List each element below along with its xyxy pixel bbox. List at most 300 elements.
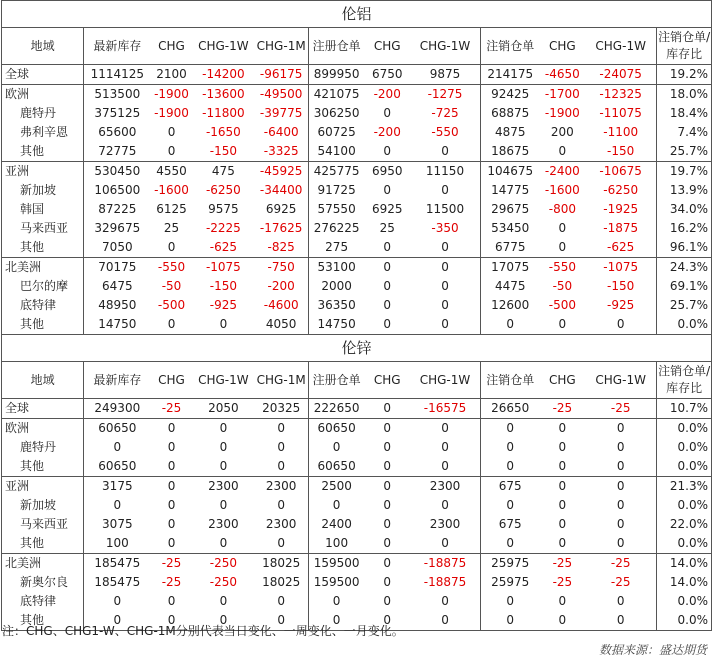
value-cell: -1700 <box>544 87 580 101</box>
lme-warehouse-stock-table <box>1 0 712 631</box>
value-cell: 0 <box>480 592 540 611</box>
value-cell: 0 <box>616 421 625 435</box>
value-cell: 6925 <box>265 202 297 216</box>
value-cell: 0 <box>150 457 192 477</box>
value-cell: -4600 <box>263 298 299 312</box>
value-cell: 6775 <box>480 238 540 258</box>
table-row <box>2 496 712 515</box>
value-cell: 0 <box>193 611 255 631</box>
aluminum-section-title-row <box>2 1 712 28</box>
value-cell: 54100 <box>309 142 364 162</box>
value-cell: 6750 <box>364 65 410 85</box>
region-cell: 弗利辛恩 <box>2 123 84 142</box>
value-cell: 0 <box>410 457 480 477</box>
value-cell: 0 <box>558 421 567 435</box>
value-cell: 0 <box>585 611 657 631</box>
region-cell: 北美洲 <box>2 258 84 278</box>
column-header: CHG-1W <box>193 362 255 399</box>
value-cell: 0.0% <box>657 534 712 554</box>
value-cell: 60650 <box>309 457 364 477</box>
value-cell: 0 <box>364 142 410 162</box>
value-cell: 0 <box>364 534 410 554</box>
value-cell: 0.0% <box>657 419 712 439</box>
value-cell: 530450 <box>84 162 151 182</box>
value-cell: -25 <box>552 575 573 589</box>
value-cell: 0 <box>193 315 255 335</box>
value-cell: 0 <box>616 440 625 454</box>
value-cell: 34.0% <box>657 200 712 219</box>
region-cell: 底特律 <box>2 592 84 611</box>
column-header: CHG-1W <box>585 28 657 65</box>
value-cell: -18875 <box>423 556 467 570</box>
table-row <box>2 238 712 258</box>
value-cell: 675 <box>480 515 540 534</box>
value-cell: 2000 <box>309 277 364 296</box>
value-cell: -11075 <box>599 106 642 120</box>
value-cell: 0.0% <box>657 315 712 335</box>
region-cell: 底特律 <box>2 296 84 315</box>
value-cell: 6950 <box>371 164 403 178</box>
value-cell: 48950 <box>84 296 151 315</box>
value-cell: -1650 <box>205 125 241 139</box>
value-cell: -150 <box>607 279 635 293</box>
value-cell: 14775 <box>480 181 540 200</box>
value-cell: 2300 <box>429 479 461 493</box>
value-cell: 0 <box>309 611 364 631</box>
value-cell: -1275 <box>427 87 463 101</box>
value-cell: 0 <box>84 496 151 515</box>
value-cell: 0 <box>540 534 585 554</box>
value-cell: 21.3% <box>657 477 712 497</box>
column-header: CHG-1W <box>193 28 255 65</box>
value-cell: 0 <box>193 534 255 554</box>
value-cell: 2500 <box>309 477 364 497</box>
value-cell: 0 <box>167 498 176 512</box>
value-cell: 275 <box>309 238 364 258</box>
value-cell: 513500 <box>84 85 151 105</box>
value-cell: 329675 <box>84 219 151 238</box>
value-cell: 0 <box>540 611 585 631</box>
value-cell: 899950 <box>309 65 364 85</box>
value-cell: -200 <box>373 125 401 139</box>
value-cell: 0 <box>480 496 540 515</box>
value-cell: 0 <box>219 421 228 435</box>
value-cell: 25 <box>163 221 180 235</box>
value-cell: 0 <box>616 594 625 608</box>
value-cell: 0 <box>540 142 585 162</box>
region-cell: 鹿特丹 <box>2 438 84 457</box>
value-cell: -625 <box>585 238 657 258</box>
value-cell: -625 <box>193 238 255 258</box>
value-cell: -11800 <box>202 106 245 120</box>
value-cell: 249300 <box>84 399 151 419</box>
column-header: 最新库存 <box>84 362 151 399</box>
value-cell: -1900 <box>154 106 189 120</box>
value-cell: 60650 <box>84 419 151 439</box>
value-cell: 19.2% <box>657 65 712 85</box>
zinc-header-row <box>2 362 712 399</box>
value-cell: 0 <box>383 106 392 120</box>
region-cell: 亚洲 <box>2 162 84 182</box>
table-row <box>2 104 712 123</box>
value-cell: 3075 <box>84 515 151 534</box>
value-cell: 0 <box>616 479 625 493</box>
value-cell: -3325 <box>254 142 308 162</box>
value-cell: 0 <box>410 534 480 554</box>
region-cell: 马来西亚 <box>2 219 84 238</box>
value-cell: 0 <box>309 496 364 515</box>
value-cell: -1100 <box>603 125 639 139</box>
value-cell: 53450 <box>480 219 540 238</box>
table-row <box>2 200 712 219</box>
value-cell: -550 <box>157 260 186 274</box>
value-cell: -150 <box>585 142 657 162</box>
column-header: CHG-1M <box>254 362 308 399</box>
value-cell: -96175 <box>254 65 308 85</box>
table-row <box>2 219 712 238</box>
value-cell: -13600 <box>202 87 245 101</box>
value-cell: 65600 <box>84 123 151 142</box>
value-cell: 0 <box>84 611 151 631</box>
value-cell: 0 <box>558 479 567 493</box>
value-cell: 25.7% <box>657 142 712 162</box>
value-cell: 0 <box>383 479 392 493</box>
table-row <box>2 573 712 592</box>
column-header: 注销仓单 <box>480 362 540 399</box>
value-cell: 425775 <box>309 162 364 182</box>
value-cell: 0 <box>558 594 567 608</box>
value-cell: -200 <box>373 87 401 101</box>
table-row <box>2 457 712 477</box>
value-cell: 14.0% <box>657 573 712 592</box>
value-cell: 0 <box>383 517 392 531</box>
value-cell: -750 <box>267 260 295 274</box>
value-cell: -1600 <box>154 183 189 197</box>
value-cell: -1075 <box>205 260 241 274</box>
value-cell: 9575 <box>208 202 239 216</box>
region-cell: 其他 <box>2 457 84 477</box>
value-cell: 0 <box>480 315 540 335</box>
value-cell: 7.4% <box>657 123 712 142</box>
value-cell: 87225 <box>84 200 151 219</box>
value-cell: 22.0% <box>657 515 712 534</box>
value-cell: -25 <box>540 399 585 419</box>
value-cell: 0 <box>540 457 585 477</box>
value-cell: -10675 <box>599 164 642 178</box>
value-cell: -350 <box>431 221 459 235</box>
value-cell: -50 <box>552 279 573 293</box>
table-row <box>2 296 712 315</box>
value-cell: 14.0% <box>657 554 712 574</box>
value-cell: 159500 <box>309 573 364 592</box>
aluminum-header-row <box>2 28 712 65</box>
value-cell: 0 <box>441 440 449 454</box>
value-cell: -725 <box>431 106 459 120</box>
value-cell: 0 <box>150 534 192 554</box>
value-cell: 29675 <box>480 200 540 219</box>
value-cell: -18875 <box>423 575 467 589</box>
value-cell: 0.0% <box>657 438 712 457</box>
value-cell: 0 <box>558 517 567 531</box>
column-header: CHG <box>364 28 410 65</box>
region-cell: 欧洲 <box>2 419 84 439</box>
column-header: CHG-1W <box>410 362 480 399</box>
value-cell: 0 <box>167 594 176 608</box>
column-header: 注销仓单/库存比 <box>657 362 712 399</box>
value-cell: 0 <box>410 315 480 335</box>
region-cell: 马来西亚 <box>2 515 84 534</box>
value-cell: 0.0% <box>657 592 712 611</box>
value-cell: 9875 <box>410 65 480 85</box>
value-cell: 0 <box>480 438 540 457</box>
value-cell: 2300 <box>265 479 297 493</box>
value-cell: 0 <box>364 457 410 477</box>
data-source: 数据来源：盛达期货 <box>598 643 707 657</box>
region-cell: 其他 <box>2 534 84 554</box>
value-cell: -39775 <box>259 106 303 120</box>
value-cell: -1600 <box>544 183 580 197</box>
value-cell: 18025 <box>262 575 301 589</box>
value-cell: 10.7% <box>657 399 712 419</box>
value-cell: 0 <box>150 315 192 335</box>
table-row <box>2 438 712 457</box>
value-cell: 0 <box>219 440 228 454</box>
value-cell: 4550 <box>156 164 187 178</box>
value-cell: 375125 <box>84 104 151 123</box>
value-cell: 0 <box>150 142 192 162</box>
value-cell: 0 <box>480 534 540 554</box>
value-cell: 70175 <box>84 258 151 278</box>
value-cell: 36350 <box>309 296 364 315</box>
value-cell: 0 <box>383 183 392 197</box>
region-cell: 其他 <box>2 238 84 258</box>
value-cell: 0 <box>364 399 410 419</box>
value-cell: 53100 <box>309 258 364 278</box>
table-row <box>2 477 712 497</box>
value-cell: 0 <box>480 419 540 439</box>
value-cell: 421075 <box>309 85 364 105</box>
value-cell: 0 <box>558 221 567 235</box>
value-cell: -4650 <box>540 65 585 85</box>
value-cell: 675 <box>480 477 540 497</box>
value-cell: 14750 <box>309 315 364 335</box>
value-cell: 0 <box>277 421 285 435</box>
value-cell: 72775 <box>84 142 151 162</box>
value-cell: 0.0% <box>657 496 712 515</box>
value-cell: 11500 <box>425 202 465 216</box>
table-row <box>2 315 712 335</box>
value-cell: 104675 <box>480 162 540 182</box>
value-cell: -25 <box>585 399 657 419</box>
table-row <box>2 592 712 611</box>
value-cell: 0 <box>167 517 176 531</box>
value-cell: 2400 <box>309 515 364 534</box>
value-cell: -250 <box>209 556 237 570</box>
value-cell: 0 <box>540 315 585 335</box>
value-cell: 24.3% <box>657 258 712 278</box>
value-cell: 0 <box>84 592 151 611</box>
region-cell: 鹿特丹 <box>2 104 84 123</box>
value-cell: 0 <box>277 594 285 608</box>
table-row <box>2 515 712 534</box>
value-cell: 106500 <box>84 181 151 200</box>
column-header: CHG <box>540 362 585 399</box>
region-cell: 巴尔的摩 <box>2 277 84 296</box>
value-cell: -1075 <box>603 260 639 274</box>
value-cell: 6925 <box>371 202 403 216</box>
value-cell: 0 <box>84 438 151 457</box>
value-cell: 18.4% <box>657 104 712 123</box>
table-row <box>2 142 712 162</box>
value-cell: 0 <box>254 457 308 477</box>
value-cell: -550 <box>431 125 459 139</box>
value-cell: 12600 <box>480 296 540 315</box>
value-cell: -1900 <box>544 106 580 120</box>
value-cell: 159500 <box>309 554 364 574</box>
value-cell: 200 <box>550 125 574 139</box>
value-cell: -45925 <box>259 164 303 178</box>
value-cell: 0 <box>150 611 192 631</box>
value-cell: -550 <box>548 260 576 274</box>
value-cell: 3175 <box>84 477 151 497</box>
value-cell: -2400 <box>544 164 580 178</box>
value-cell: 0 <box>167 440 176 454</box>
value-cell: 25 <box>379 221 395 235</box>
table-row <box>2 554 712 574</box>
value-cell: -24075 <box>585 65 657 85</box>
region-cell: 新加坡 <box>2 181 84 200</box>
value-cell: 222650 <box>309 399 364 419</box>
value-cell: -925 <box>209 298 237 312</box>
column-header: CHG <box>150 362 192 399</box>
value-cell: 4475 <box>480 277 540 296</box>
value-cell: 18.0% <box>657 85 712 105</box>
value-cell: 0 <box>540 238 585 258</box>
zinc-section-title: 伦锌 <box>2 335 712 362</box>
table-row <box>2 181 712 200</box>
value-cell: 0 <box>441 594 449 608</box>
value-cell: 14750 <box>84 315 151 335</box>
table-row <box>2 399 712 419</box>
value-cell: -500 <box>548 298 576 312</box>
value-cell: 0 <box>585 534 657 554</box>
value-cell: 0 <box>410 142 480 162</box>
region-cell: 亚洲 <box>2 477 84 497</box>
value-cell: 25975 <box>480 554 540 574</box>
value-cell: -2225 <box>205 221 241 235</box>
table-row <box>2 258 712 278</box>
value-cell: 214175 <box>480 65 540 85</box>
value-cell: 0.0% <box>657 611 712 631</box>
value-cell: 18025 <box>262 556 301 570</box>
value-cell: -150 <box>193 142 255 162</box>
value-cell: 60650 <box>84 457 151 477</box>
value-cell: 0 <box>616 498 625 512</box>
table-row <box>2 277 712 296</box>
value-cell: 0 <box>585 315 657 335</box>
value-cell: 0 <box>254 534 308 554</box>
column-header: CHG <box>364 362 410 399</box>
region-cell: 新奥尔良 <box>2 573 84 592</box>
value-cell: -14200 <box>193 65 255 85</box>
value-cell: 0 <box>410 238 480 258</box>
region-cell: 欧洲 <box>2 85 84 105</box>
value-cell: -6250 <box>205 183 241 197</box>
value-cell: 0 <box>364 611 410 631</box>
column-header: 地域 <box>2 362 84 399</box>
column-header: 注销仓单 <box>480 28 540 65</box>
region-cell: 全球 <box>2 65 84 85</box>
value-cell: 4875 <box>480 123 540 142</box>
value-cell: 0 <box>585 457 657 477</box>
value-cell: 0 <box>558 440 567 454</box>
value-cell: 0 <box>616 517 625 531</box>
value-cell: 306250 <box>309 104 364 123</box>
value-cell: 91725 <box>309 181 364 200</box>
value-cell: 18675 <box>480 142 540 162</box>
value-cell: 19.7% <box>657 162 712 182</box>
value-cell: 0 <box>309 592 364 611</box>
column-header: 注册仓单 <box>309 28 364 65</box>
value-cell: 69.1% <box>657 277 712 296</box>
value-cell: 92425 <box>480 85 540 105</box>
value-cell: -25 <box>161 575 182 589</box>
value-cell: -25 <box>552 556 573 570</box>
value-cell: -825 <box>254 238 308 258</box>
table-row <box>2 65 712 85</box>
value-cell: 0 <box>150 238 192 258</box>
value-cell: -500 <box>157 298 186 312</box>
value-cell: 0 <box>441 183 449 197</box>
value-cell: 0 <box>254 611 308 631</box>
value-cell: -6400 <box>263 125 299 139</box>
value-cell: 0 <box>441 498 449 512</box>
value-cell: 2050 <box>193 399 255 419</box>
value-cell: 0 <box>383 498 392 512</box>
value-cell: 276225 <box>309 219 364 238</box>
value-cell: 0 <box>167 421 176 435</box>
column-header: CHG <box>150 28 192 65</box>
value-cell: 0 <box>441 421 449 435</box>
value-cell: -49500 <box>259 87 303 101</box>
column-header: 注册仓单 <box>309 362 364 399</box>
value-cell: 0 <box>277 498 285 512</box>
value-cell: 0 <box>277 440 285 454</box>
value-cell: 0 <box>219 498 228 512</box>
value-cell: 26650 <box>480 399 540 419</box>
table-row <box>2 123 712 142</box>
value-cell: 0 <box>480 457 540 477</box>
value-cell: 0 <box>193 457 255 477</box>
value-cell: 2300 <box>429 517 461 531</box>
table-row <box>2 162 712 182</box>
value-cell: 57550 <box>309 200 364 219</box>
column-header: CHG <box>540 28 585 65</box>
column-header: 注销仓单/库存比 <box>657 28 712 65</box>
value-cell: -925 <box>607 298 635 312</box>
value-cell: 0 <box>383 440 392 454</box>
table-row <box>2 85 712 105</box>
value-cell: -800 <box>548 202 576 216</box>
value-cell: 0 <box>480 611 540 631</box>
value-cell: 96.1% <box>657 238 712 258</box>
value-cell: 16.2% <box>657 219 712 238</box>
value-cell: 0 <box>383 279 392 293</box>
value-cell: 0 <box>441 279 449 293</box>
value-cell: 7050 <box>84 238 151 258</box>
value-cell: 0 <box>441 298 449 312</box>
value-cell: 25975 <box>480 573 540 592</box>
